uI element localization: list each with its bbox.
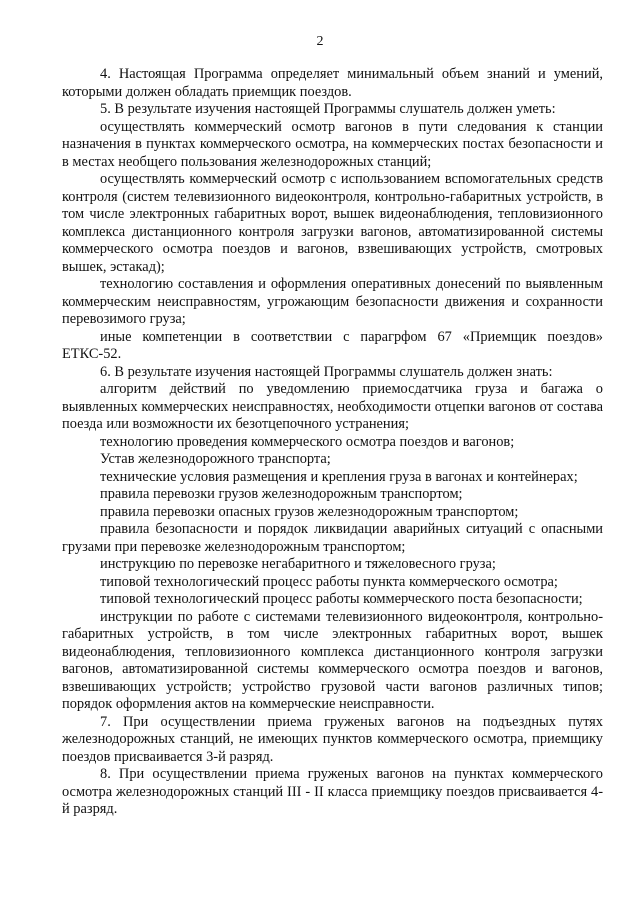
paragraph: 5. В результате изучения настоящей Программы слушатель должен уметь: [100, 101, 556, 117]
paragraph: алгоритм действий по уведомлению приемосдатчика груза и багажа о выявленных коммерческих неисправностях, необходимости отцепки вагонов от состава поезда или возможности их безотцепочного устранения; [62, 381, 603, 432]
paragraph: 4. Настоящая Программа определяет минимальный объем знаний и умений, которыми должен обладать приемщик поездов. [62, 66, 603, 100]
paragraph: инструкции по работе с системами телевизионного видеоконтроля, контрольно-габаритных устройств, в том числе электронных габаритных ворот, вышек видеонаблюдения, тепловизионного комплекса дистанционного контроля загрузки вагонов, автоматизированной системы коммерческого осмотра поездов и вагонов, взвешивающих устройств; устройство грузовой части вагонов различных типов; порядок оформления актов на коммерческие неисправности. [62, 608, 603, 712]
document-body [62, 66, 603, 819]
paragraph: правила перевозки грузов железнодорожным транспортом; [100, 486, 463, 502]
paragraph: осуществлять коммерческий осмотр с использованием вспомогательных средств контроля (систем телевизионного видеоконтроля, контрольно-габаритных устройств, в том числе электронных габаритных ворот, вышек видеонаблюдения, тепловизионного комплекса дистанционного контроля загрузки вагонов, автоматизированной системы коммерческого осмотра поездов и вагонов, взвешивающих устройств, смотровых вышек, эстакад); [62, 171, 603, 275]
paragraph: Устав железнодорожного транспорта; [100, 451, 331, 467]
paragraph: осуществлять коммерческий осмотр вагонов в пути следования к станции назначения в пунктах коммерческого осмотра, на коммерческих постах безопасности и в местах необщего пользования железнодорожных станций; [62, 118, 603, 170]
paragraph: типовой технологический процесс работы коммерческого поста безопасности; [100, 591, 583, 607]
paragraph: 7. При осуществлении приема груженых вагонов на подъездных путях железнодорожных станций, не имеющих пунктов коммерческого осмотра, приемщику поездов присваивается 3-й разряд. [62, 713, 603, 765]
paragraph: иные компетенции в соответствии с парагрфом 67 «Приемщик поездов» ЕТКС-52. [62, 328, 603, 362]
paragraph: 8. При осуществлении приема груженых вагонов на пунктах коммерческого осмотра железнодорожных станций III - II класса приемщику поездов присваивается 4-й разряд. [62, 766, 603, 817]
page-number: 2 [316, 34, 324, 49]
paragraph: типовой технологический процесс работы пункта коммерческого осмотра; [100, 573, 558, 590]
paragraph: инструкцию по перевозке негабаритного и тяжеловесного груза; [100, 556, 496, 572]
paragraph: 6. В результате изучения настоящей Программы слушатель должен знать: [100, 363, 553, 380]
paragraph: правила перевозки опасных грузов железнодорожным транспортом; [100, 503, 519, 520]
paragraph: правила безопасности и порядок ликвидации аварийных ситуаций с опасными грузами при перевозке железнодорожным транспортом; [62, 521, 603, 555]
paragraph: технические условия размещения и крепления груза в вагонах и контейнерах; [100, 468, 578, 485]
paragraph: технологию составления и оформления оперативных донесений по выявленным коммерческим неисправностям, угрожающим безопасности движения и сохранности перевозимого груза; [62, 276, 603, 327]
paragraph: технологию проведения коммерческого осмотра поездов и вагонов; [100, 433, 515, 450]
